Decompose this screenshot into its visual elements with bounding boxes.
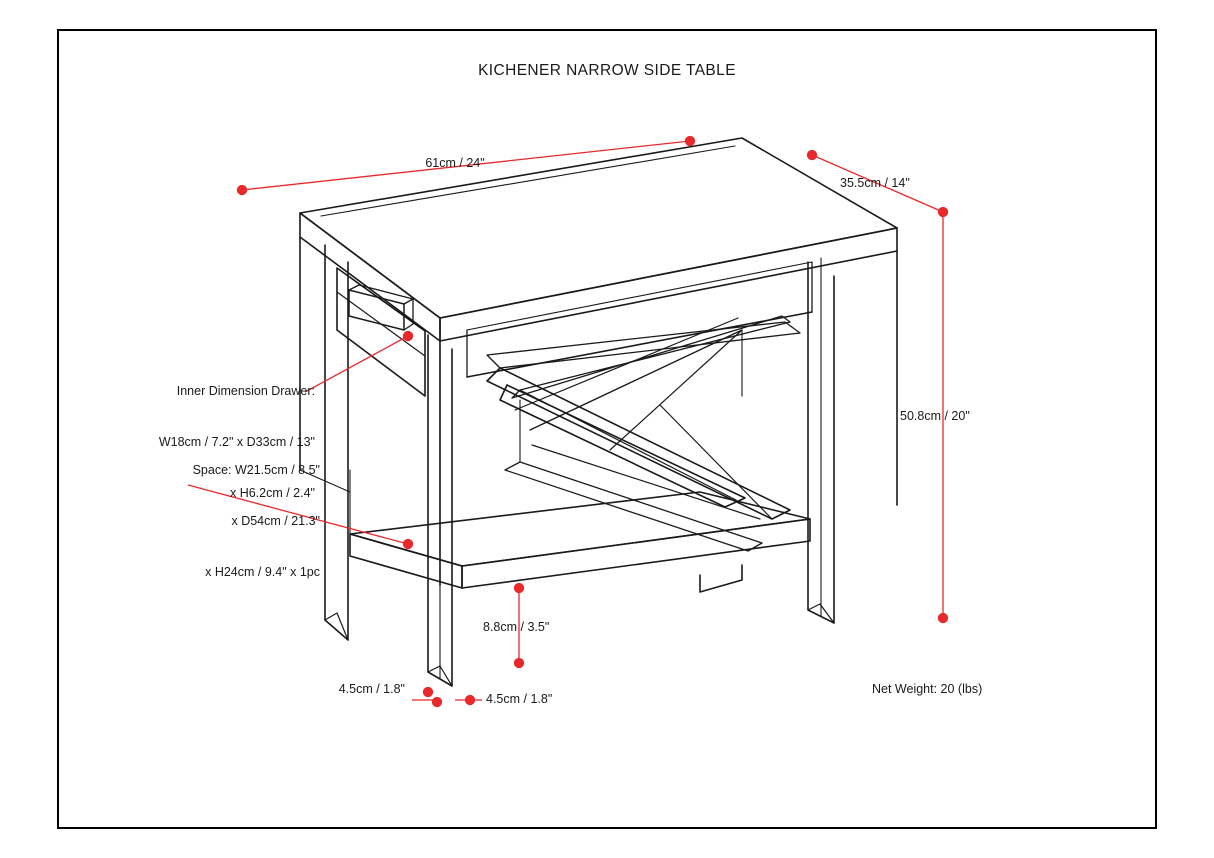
dim-depth-dot-left [808, 151, 817, 160]
space-note-line-1: Space: W21.5cm / 8.5" [192, 463, 320, 477]
drawer-face [337, 268, 425, 396]
back-right-leg-foot-visible [700, 565, 742, 592]
dim-leg-left-dot2 [433, 698, 442, 707]
space-dimension-note [75, 428, 320, 615]
dimension-depth-label: 35.5cm / 14" [840, 176, 910, 190]
dimension-height-label: 50.8cm / 20" [900, 409, 970, 423]
dim-clearance-dot-bottom [515, 659, 524, 668]
x-brace-diagonal-1 [487, 368, 790, 519]
dim-clearance-dot-top [515, 584, 524, 593]
dim-width-dot-left [238, 186, 247, 195]
dim-height-dot-bottom [939, 614, 948, 623]
dimension-clearance-label: 8.8cm / 3.5" [483, 620, 550, 634]
drawer-leader-dot [404, 332, 413, 341]
x-brace-diagonal-2-top [512, 316, 790, 398]
drawer-note-line-3: x H6.2cm / 2.4" [229, 486, 315, 500]
dimension-leg-front-label: 4.5cm / 1.8" [338, 682, 405, 696]
x-brace-upper-rail [487, 322, 800, 368]
dimension-width-label: 61cm / 24" [425, 156, 485, 170]
front-apron-top-line [467, 262, 812, 330]
space-leader-dot [404, 540, 413, 549]
drawer-handle-top [349, 285, 413, 304]
dim-leg-right-dot [466, 696, 475, 705]
lower-shelf-surface [350, 492, 810, 566]
drawer-note-line-1: Inner Dimension Drawer: [176, 384, 315, 398]
table-top-front-edge [440, 228, 897, 341]
dim-leg-left-dot [424, 688, 433, 697]
page-title: KICHENER NARROW SIDE TABLE [478, 62, 736, 79]
net-weight-label: Net Weight: 20 (lbs) [872, 682, 983, 696]
front-apron-bottom-line [467, 312, 812, 377]
drawer-note-line-2: W18cm / 7.2" x D33cm / 13" [158, 435, 315, 449]
x-brace-diagonal-inner [520, 390, 736, 500]
lower-shelf-front-edge [462, 519, 810, 588]
space-note-line-2: x D54cm / 21.3" [231, 514, 320, 528]
dimension-leg-side-label: 4.5cm / 1.8" [486, 692, 553, 706]
table-outline [300, 138, 897, 686]
dim-width-dot-right [686, 137, 695, 146]
space-note-line-3: x H24cm / 9.4" x 1pc [205, 565, 320, 579]
